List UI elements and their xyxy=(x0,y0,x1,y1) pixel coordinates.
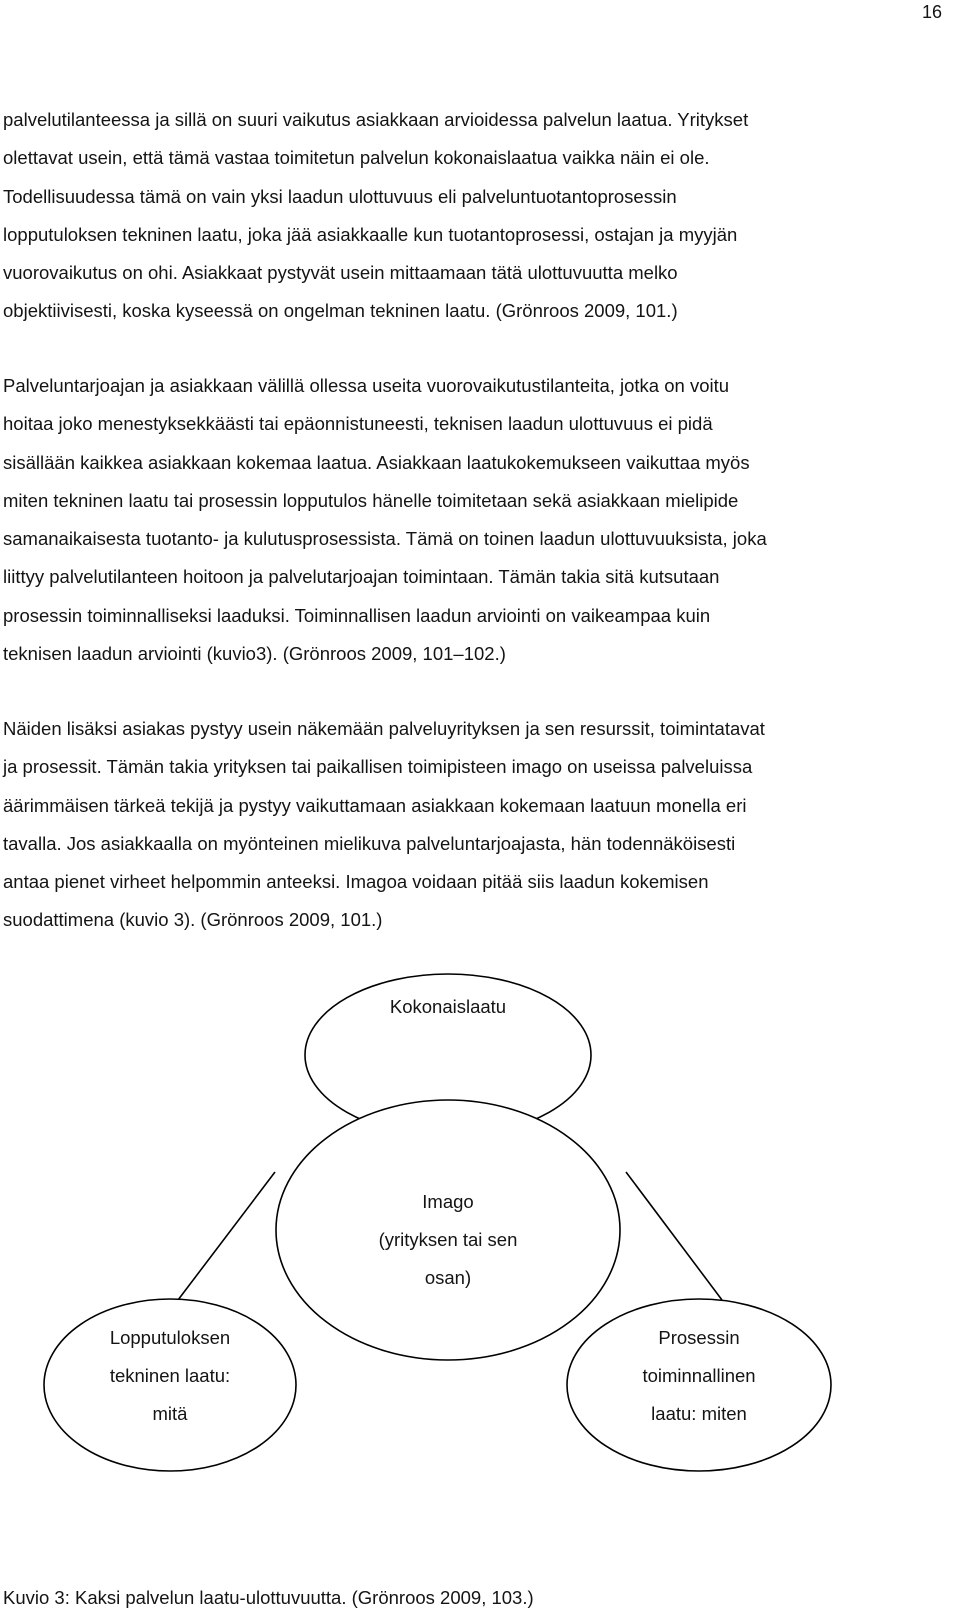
text-line: objektiivisesti, koska kyseessä on ongelman tekninen laatu. (Grönroos 2009, 101.) xyxy=(3,300,678,322)
technical-quality-label-line-1: Lopputuloksen xyxy=(109,1327,231,1348)
text-line: Palveluntarjoajan ja asiakkaan välillä ollessa useita vuorovaikutustilanteita, jotka on voitu xyxy=(3,375,730,396)
text-line: prosessin toiminnalliseksi laaduksi. Toiminnallisen laadun arviointi on vaikeampaa kuin xyxy=(3,604,711,626)
total-quality-label: Kokonaislaatu xyxy=(389,996,507,1017)
image-label-line-1: Imago xyxy=(422,1191,474,1212)
text-line: olettavat usein, että tämä vastaa toimitetun palvelun kokonaislaatua vaikka näin ei ole. xyxy=(3,147,710,169)
text-line: samanaikaisesta tuotanto- ja kulutusprosessista. Tämä on toinen laadun ulottuvuuksista, joka xyxy=(3,528,767,550)
text-line: äärimmäisen tärkeä tekijä ja pystyy vaikuttamaan asiakkaan kokemaan laatuun monella eri xyxy=(3,794,747,816)
functional-quality-label-line-3: laatu: miten xyxy=(651,1403,747,1424)
technical-quality-label-line-3: mitä xyxy=(152,1403,188,1424)
paragraph-1 xyxy=(3,101,933,331)
left-connector-line xyxy=(178,1172,275,1300)
paragraph-2 xyxy=(3,367,933,673)
image-label-line-3: osan) xyxy=(424,1267,472,1288)
text-line: palvelutilanteessa ja sillä on suuri vaikutus asiakkaan arvioidessa palvelun laatua. Yritykset xyxy=(3,109,749,130)
page-number: 16 xyxy=(921,2,942,22)
functional-quality-label-line-2: toiminnallinen xyxy=(642,1365,756,1386)
paragraph-3 xyxy=(3,710,933,940)
quality-dimensions-diagram xyxy=(0,960,960,1580)
figure-caption: Kuvio 3: Kaksi palvelun laatu-ulottuvuutta. (Grönroos 2009, 103.) xyxy=(3,1587,534,1608)
technical-quality-label-line-2: tekninen laatu: xyxy=(109,1365,231,1386)
image-label-line-2: (yrityksen tai sen xyxy=(378,1229,518,1250)
text-line: hoitaa joko menestyksekkäästi tai epäonnistuneesti, teknisen laadun ulottuvuus ei pidä xyxy=(3,413,713,435)
text-line: miten tekninen laatu tai prosessin lopputulos hänelle toimitetaan sekä asiakkaan mielipide xyxy=(3,489,739,511)
text-line: ja prosessit. Tämän takia yrityksen tai paikallisen toimipisteen imago on useissa palveluissa xyxy=(3,756,753,778)
text-line: Todellisuudessa tämä on vain yksi laadun ulottuvuus eli palveluntuotantoprosessin xyxy=(3,185,677,207)
functional-quality-label-line-1: Prosessin xyxy=(658,1327,740,1348)
text-line: antaa pienet virheet helpommin anteeksi. Imagoa voidaan pitää siis laadun kokemisen xyxy=(3,871,709,893)
text-line: suodattimena (kuvio 3). (Grönroos 2009, 101.) xyxy=(3,909,383,931)
text-line: vuorovaikutus on ohi. Asiakkaat pystyvät usein mittaamaan tätä ulottuvuutta melko xyxy=(3,262,678,284)
text-line: Näiden lisäksi asiakas pystyy usein näkemään palveluyrityksen ja sen resurssit, toimintatavat xyxy=(3,718,765,739)
text-line: sisällään kaikkea asiakkaan kokemaa laatua. Asiakkaan laatukokemukseen vaikuttaa myös xyxy=(3,451,750,473)
text-line: teknisen laadun arviointi (kuvio3). (Grönroos 2009, 101–102.) xyxy=(3,643,506,665)
text-line: tavalla. Jos asiakkaalla on myönteinen mielikuva palveluntarjoajasta, hän todennäköisesti xyxy=(3,832,736,854)
text-line: lopputuloksen tekninen laatu, joka jää asiakkaalle kun tuotantoprosessi, ostajan ja myyjän xyxy=(3,223,738,245)
right-connector-line xyxy=(626,1172,722,1300)
text-line: liittyy palvelutilanteen hoitoon ja palvelutarjoajan toimintaan. Tämän takia sitä kutsutaan xyxy=(3,566,720,588)
